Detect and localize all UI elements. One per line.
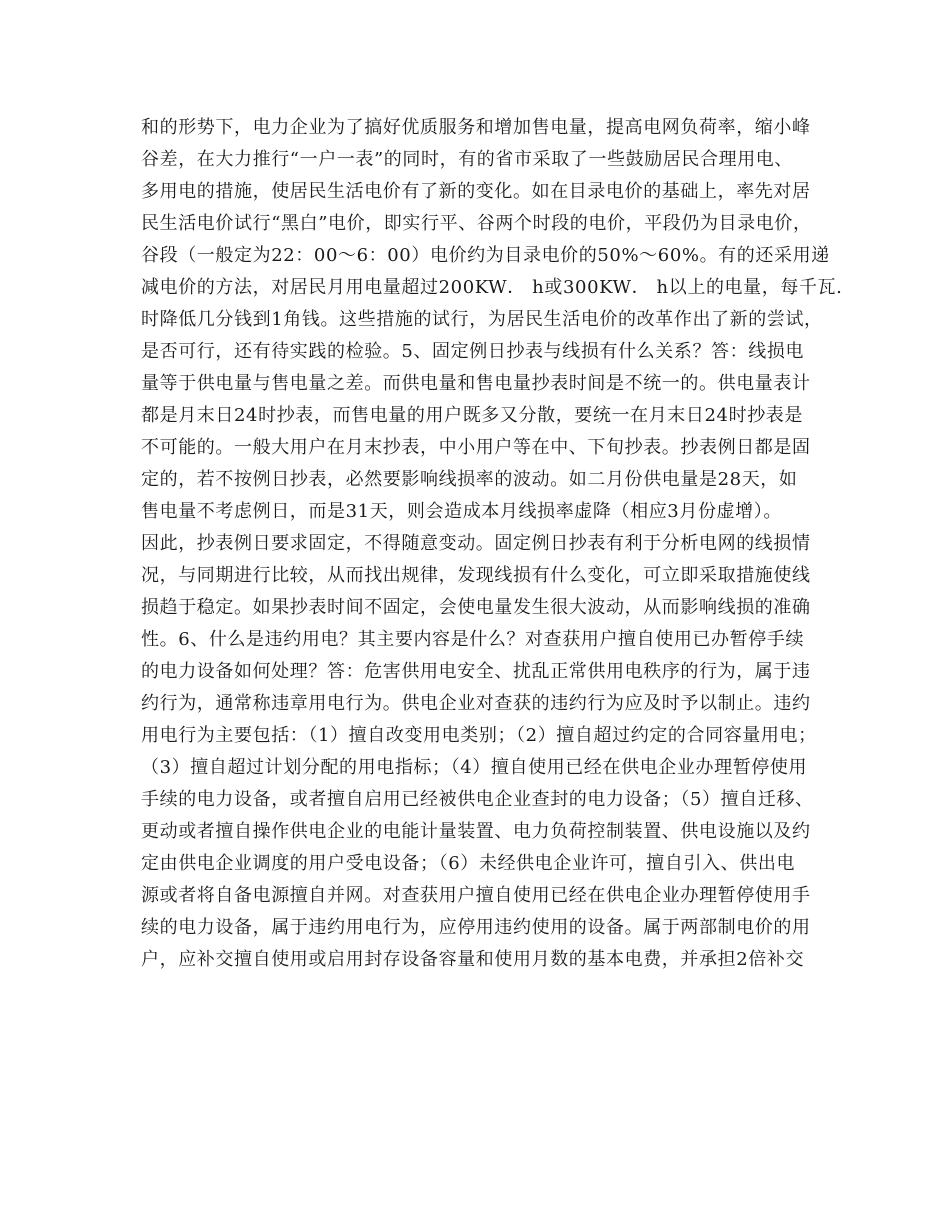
text-line: 定的，若不按例日抄表，必然要影响线损率的波动。如二月份供电量是28天，如 <box>141 469 798 490</box>
text-line: 不可能的。一般大用户在月末抄表，中小用户等在中、下旬抄表。抄表例日都是固 <box>141 437 811 458</box>
text-line: 约行为，通常称违章用电行为。供电企业对查获的违约行为应及时予以制止。违约 <box>141 693 811 714</box>
text-line: 都是月末日24时抄表，而售电量的用户既多又分散，要统一在月末日24时抄表是 <box>141 405 804 426</box>
text-line: 谷段（一般定为22：00～6：00）电价约为目录电价的50%～60%。有的还采用递 <box>141 245 830 266</box>
text-line: 的电力设备如何处理？答：危害供用电安全、扰乱正常供用电秩序的行为，属于违 <box>141 661 811 682</box>
text-line: 多用电的措施，使居民生活电价有了新的变化。如在目录电价的基础上，率先对居 <box>141 181 811 202</box>
body-text <box>141 112 843 976</box>
text-line: 况，与同期进行比较，从而找出规律，发现线损有什么变化，可立即采取措施使线 <box>141 565 811 586</box>
text-line: 性。6、什么是违约用电？其主要内容是什么？对查获用户擅自使用已办暂停手续 <box>141 629 805 650</box>
text-line: 手续的电力设备，或者擅自启用已经被供电企业查封的电力设备；（5）擅自迁移、 <box>141 789 814 810</box>
text-line: 量等于供电量与售电量之差。而供电量和售电量抄表时间是不统一的。供电量表计 <box>141 373 811 394</box>
text-line: 减电价的方法，对居民月用电量超过200KW． h或300KW． h以上的电量，每千瓦. <box>141 277 843 298</box>
text-line: 用电行为主要包括：（1）擅自改变用电类别；（2）擅自超过约定的合同容量用电； <box>141 725 817 746</box>
text-line: 民生活电价试行“黑白”电价，即实行平、谷两个时段的电价，平段仍为目录电价， <box>141 213 812 234</box>
text-line: 源或者将自备电源擅自并网。对查获用户擅自使用已经在供电企业办理暂停使用手 <box>141 885 811 906</box>
text-line: 谷差，在大力推行“一户一表”的同时，有的省市采取了一些鼓励居民合理用电、 <box>141 149 794 170</box>
text-line: 续的电力设备，属于违约用电行为，应停用违约使用的设备。属于两部制电价的用 <box>141 917 811 938</box>
text-line: 是否可行，还有待实践的检验。5、固定例日抄表与线损有什么关系？答：线损电 <box>141 341 805 362</box>
text-line: （3）擅自超过计划分配的用电指标；（4）擅自使用已经在供电企业办理暂停使用 <box>141 757 808 778</box>
text-line: 和的形势下，电力企业为了搞好优质服务和增加售电量，提高电网负荷率，缩小峰 <box>141 117 811 138</box>
text-line: 损趋于稳定。如果抄表时间不固定，会使电量发生很大波动，从而影响线损的准确 <box>141 597 811 618</box>
text-line: 更动或者擅自操作供电企业的电能计量装置、电力负荷控制装置、供电设施以及约 <box>141 821 811 842</box>
text-line: 户，应补交擅自使用或启用封存设备容量和使用月数的基本电费，并承担2倍补交 <box>141 949 805 970</box>
text-line: 售电量不考虑例日，而是31天，则会造成本月线损率虚降（相应3月份虚增）。 <box>141 501 782 522</box>
text-line: 因此，抄表例日要求固定，不得随意变动。固定例日抄表有利于分析电网的线损情 <box>141 533 811 554</box>
text-line: 定由供电企业调度的用户受电设备；（6）未经供电企业许可，擅自引入、供出电 <box>141 853 796 874</box>
text-line: 时降低几分钱到1角钱。这些措施的试行，为居民生活电价的改革作出了新的尝试， <box>141 309 823 330</box>
